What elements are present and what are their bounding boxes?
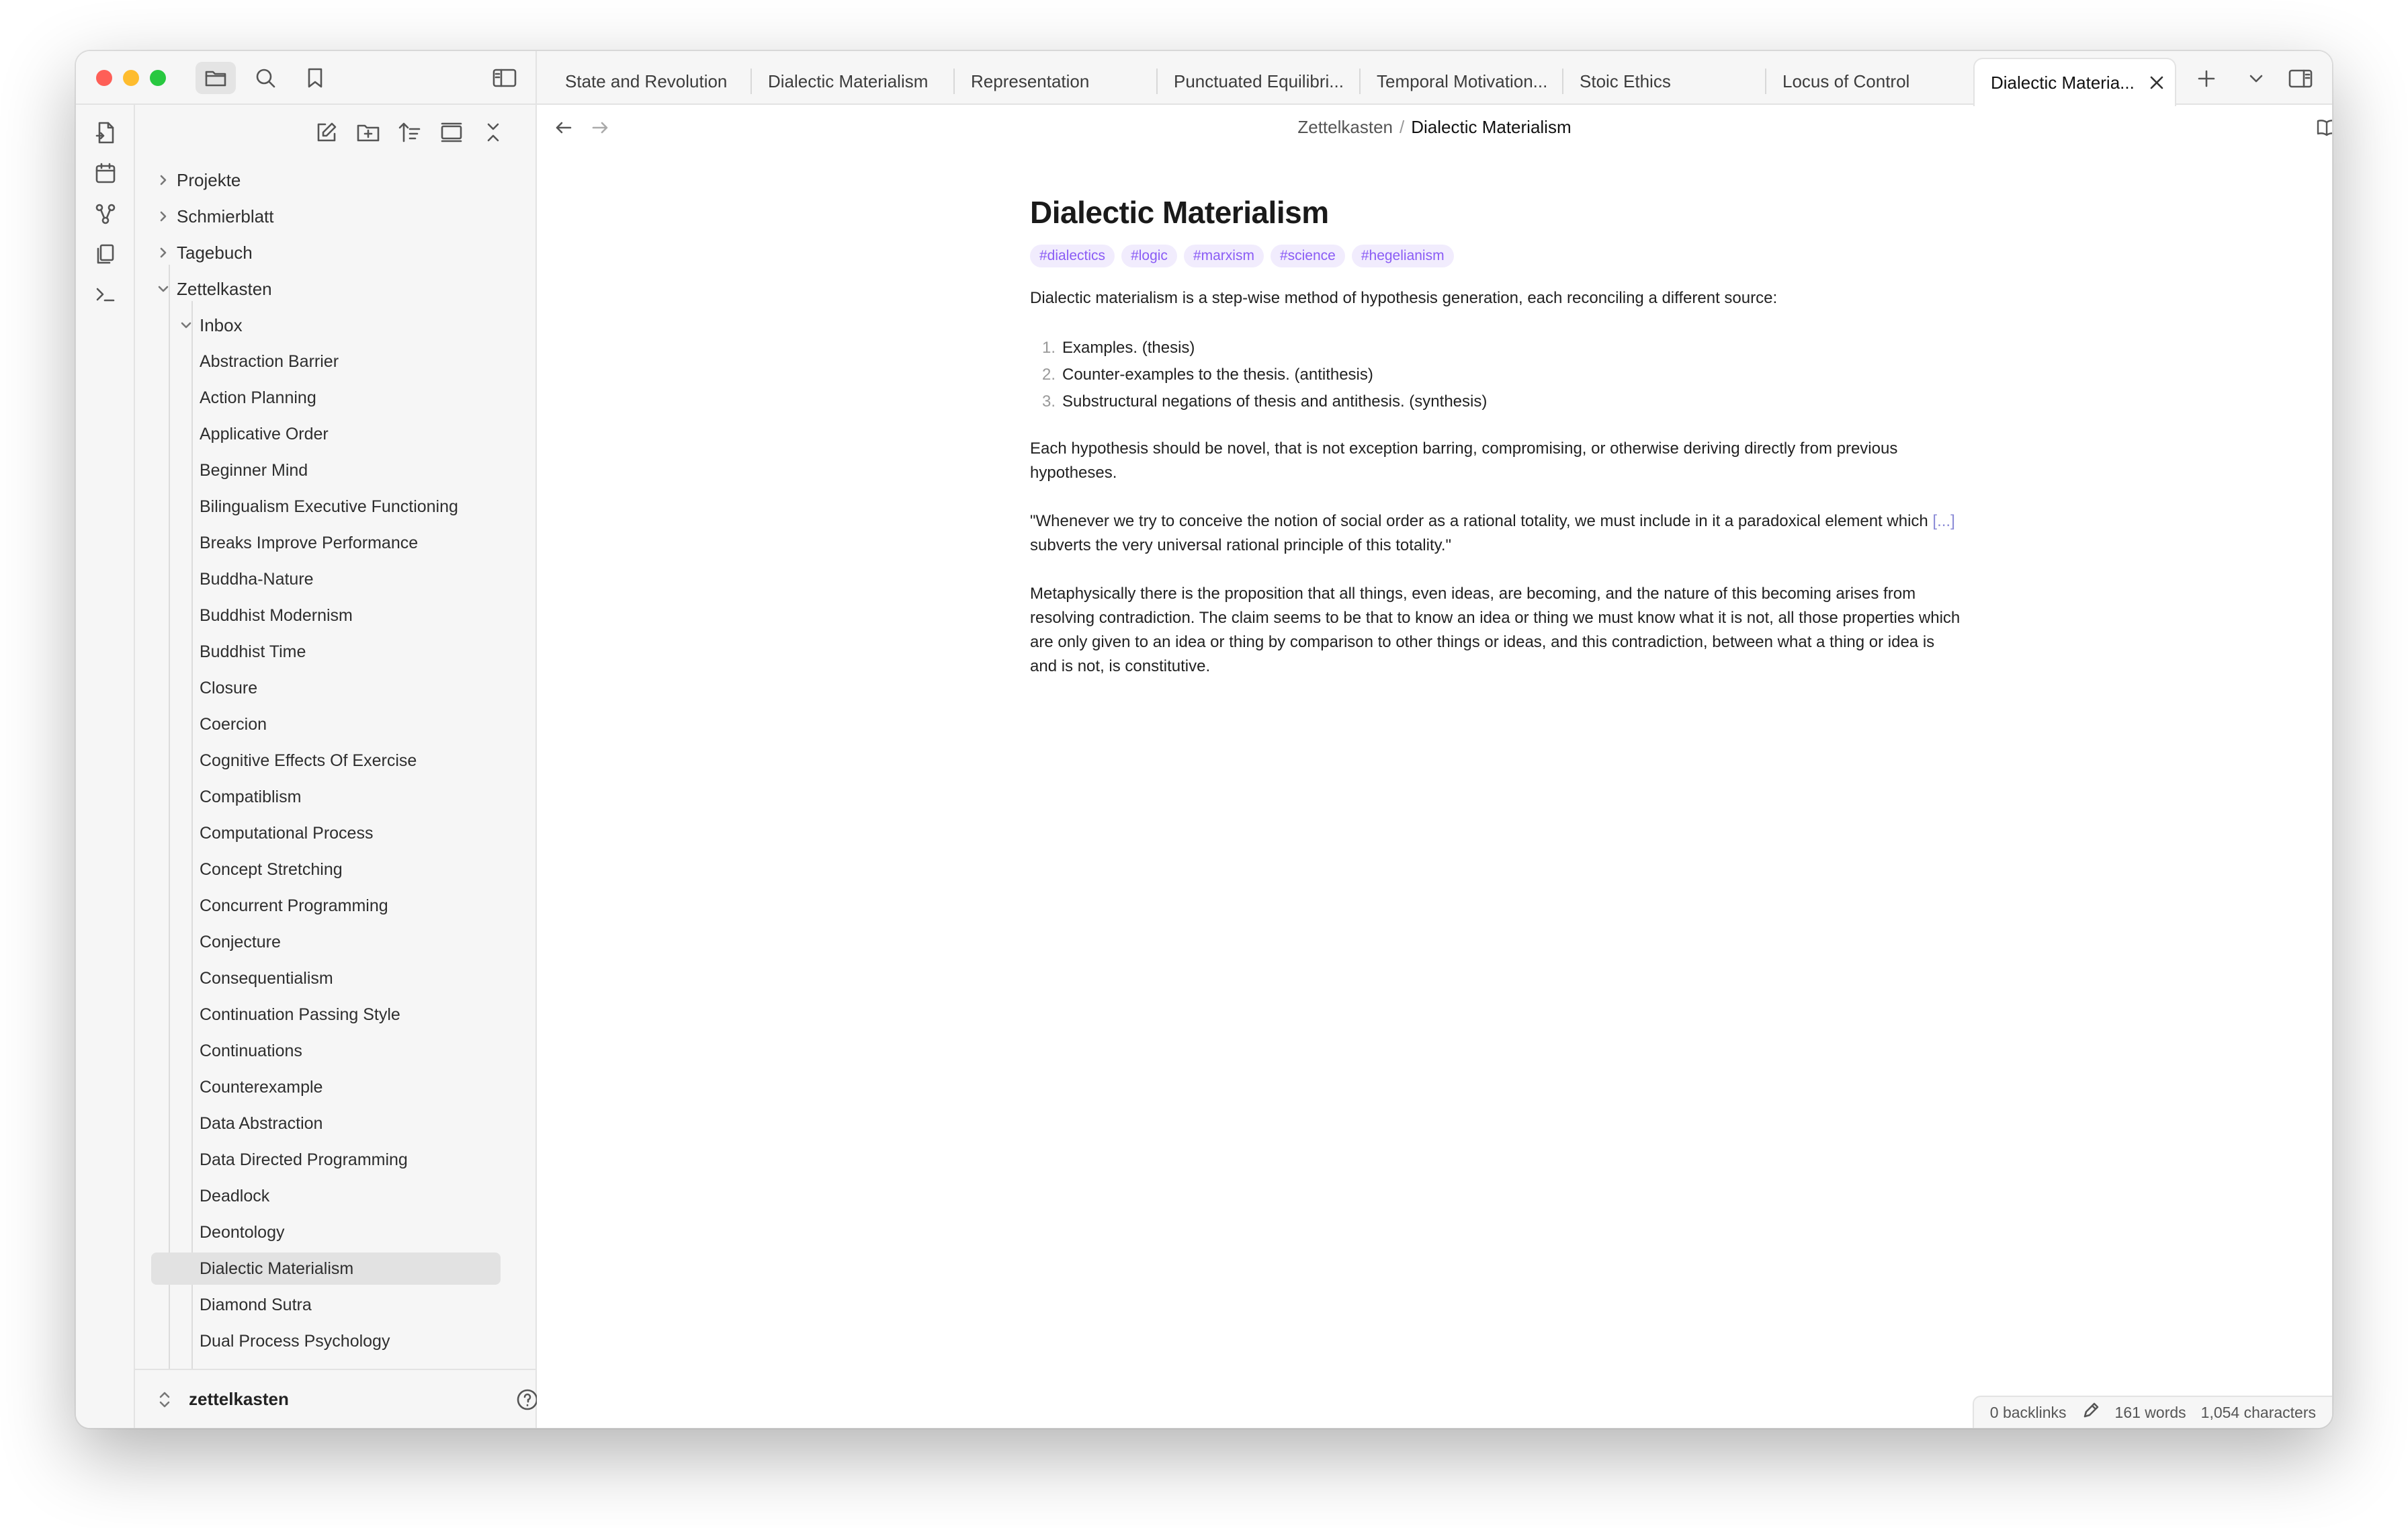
open-quick-switcher-icon — [94, 121, 117, 145]
window-minimize-button[interactable] — [123, 70, 139, 86]
tab-bar — [537, 51, 2332, 105]
quote-ellipsis-link[interactable]: [...] — [1932, 512, 1955, 530]
note-label: Data Directed Programming — [200, 1150, 408, 1169]
copy-icon — [94, 243, 117, 265]
tab-representation[interactable] — [955, 58, 1158, 105]
list-number: 3. — [1042, 392, 1056, 411]
ribbon — [76, 105, 135, 1428]
new-note-icon — [315, 121, 338, 144]
tab-punctuated-equilibrium[interactable] — [1158, 58, 1361, 105]
paragraph-quote — [1030, 509, 1964, 558]
folder-zettelkasten[interactable] — [151, 273, 501, 305]
chevron-down-icon — [2246, 69, 2266, 89]
note-data-abstraction[interactable] — [151, 1107, 501, 1140]
note-label: Counterexample — [200, 1077, 323, 1097]
note-content — [1030, 192, 1964, 679]
new-folder-icon — [356, 122, 380, 143]
tab-state-and-revolution[interactable] — [549, 58, 752, 105]
list-item — [1030, 388, 1964, 415]
breadcrumb-separator: / — [1400, 117, 1405, 137]
terminal-icon — [94, 283, 117, 306]
file-explorer-tab-button[interactable] — [196, 62, 236, 94]
toggle-left-sidebar-button[interactable] — [484, 62, 525, 94]
note-computational-process[interactable] — [151, 817, 501, 849]
edit-mode-indicator[interactable] — [2081, 1401, 2100, 1424]
search-icon — [255, 67, 276, 89]
file-tree — [135, 159, 517, 1407]
breadcrumb — [537, 117, 2332, 138]
collapse-all-button[interactable] — [478, 117, 509, 148]
tab-label: Punctuated Equilibri... — [1174, 71, 1344, 91]
left-titlebar — [76, 51, 537, 105]
folder-label: Tagebuch — [177, 242, 253, 263]
close-icon — [2149, 75, 2165, 91]
list-text: Examples. (thesis) — [1062, 339, 1195, 357]
list-number: 1. — [1042, 339, 1056, 357]
calendar-icon — [94, 162, 117, 185]
note-label: Action Planning — [200, 388, 316, 407]
note-label: Bilingualism Executive Functioning — [200, 497, 458, 516]
window-maximize-button[interactable] — [150, 70, 166, 86]
tab-label: Representation — [971, 71, 1090, 91]
note-label: Continuation Passing Style — [200, 1005, 400, 1024]
note-counterexample[interactable] — [151, 1071, 501, 1103]
note-buddhist-time[interactable] — [151, 636, 501, 668]
note-title[interactable]: Dialectic Materialism — [1030, 195, 1329, 230]
quote-text-before: "Whenever we try to conceive the notion of social order as a rational totality, we must include in it a paradoxical element which — [1030, 512, 1933, 530]
note-coercion[interactable] — [151, 708, 501, 740]
folder-label: Schmierblatt — [177, 206, 274, 226]
tag-logic[interactable]: #logic — [1121, 245, 1177, 267]
chevron-right-icon — [157, 246, 170, 259]
new-tab-button[interactable] — [2191, 63, 2222, 94]
folder-label: Inbox — [200, 314, 243, 335]
tag-marxism[interactable]: #marxism — [1184, 245, 1264, 267]
note-label: Compatiblism — [200, 787, 302, 806]
bookmark-icon — [306, 67, 325, 89]
folder-label: Zettelkasten — [177, 278, 272, 299]
note-conjecture[interactable] — [151, 926, 501, 958]
editor-area — [537, 51, 2332, 1428]
backlinks-count[interactable]: 0 backlinks — [1989, 1403, 2067, 1421]
bookmarks-tab-button[interactable] — [295, 62, 335, 94]
note-label: Dual Process Psychology — [200, 1331, 390, 1351]
note-label: Breaks Improve Performance — [200, 533, 419, 552]
ribbon-graph-view[interactable] — [91, 199, 120, 228]
tag-science[interactable]: #science — [1271, 245, 1345, 267]
file-explorer-toolbar — [135, 105, 535, 159]
character-count: 1,054 characters — [2200, 1403, 2316, 1421]
chevron-down-icon — [157, 282, 170, 296]
new-folder-button[interactable] — [353, 117, 384, 148]
view-header — [537, 106, 2332, 149]
tab-label: Temporal Motivation... — [1377, 71, 1548, 91]
note-data-directed-programming[interactable] — [151, 1144, 501, 1176]
note-compatiblism[interactable] — [151, 781, 501, 813]
collapse-folder-toggle[interactable] — [155, 281, 171, 297]
note-abstraction-barrier[interactable] — [151, 345, 501, 378]
note-label: Abstraction Barrier — [200, 351, 339, 371]
tag-hegelianism[interactable]: #hegelianism — [1352, 245, 1454, 267]
toggle-right-sidebar-button[interactable] — [2285, 63, 2316, 94]
folder-projekte[interactable] — [151, 164, 501, 196]
chevron-down-icon — [179, 319, 193, 332]
note-label: Closure — [200, 678, 258, 697]
reveal-file-icon — [439, 121, 464, 144]
note-buddha-nature[interactable] — [151, 563, 501, 595]
chevron-up-down-icon — [157, 1389, 172, 1410]
tab-locus-of-control[interactable] — [1766, 58, 1969, 105]
note-label: Conjecture — [200, 932, 281, 951]
note-breaks-improve-performance[interactable] — [151, 527, 501, 559]
note-label: Beginner Mind — [200, 460, 308, 480]
book-open-icon — [2315, 118, 2333, 138]
chevron-right-icon — [157, 210, 170, 223]
left-sidebar — [76, 51, 537, 1428]
sidebar-toggle-icon — [492, 68, 517, 88]
ribbon-quick-switcher[interactable] — [91, 118, 120, 148]
note-dual-process-psychology[interactable] — [151, 1325, 501, 1357]
sort-icon — [398, 121, 422, 144]
note-dialectic-materialism[interactable] — [151, 1253, 501, 1285]
vault-name[interactable]: zettelkasten — [189, 1389, 289, 1409]
reading-view-button[interactable] — [2312, 113, 2333, 142]
note-label: Coercion — [200, 714, 267, 734]
note-label: Cognitive Effects Of Exercise — [200, 751, 417, 770]
paragraph-metaphysics: Metaphysically there is the proposition that all things, even ideas, are becoming, and the nature of this becoming arises from resolving contradiction. The claim seems to be that to know an idea or thing we must know what it is not, all those properties which are only given to an idea or thing by comparison to other things or ideas, and this contradiction, between what a thing or idea is and is not, is constitutive. — [1030, 585, 1961, 675]
note-bilingualism-executive-functioning[interactable] — [151, 491, 501, 523]
note-label: Consequentialism — [200, 968, 333, 988]
ribbon-command-palette[interactable] — [91, 280, 120, 309]
expand-folder-toggle[interactable] — [155, 208, 171, 224]
folder-label: Projekte — [177, 169, 241, 190]
note-concurrent-programming[interactable] — [151, 890, 501, 922]
new-note-button[interactable] — [311, 117, 342, 148]
note-consequentialism[interactable] — [151, 962, 501, 994]
quote-text-after: subverts the very universal rational principle of this totality." — [1030, 536, 1452, 554]
note-label: Buddhist Time — [200, 642, 306, 661]
folder-icon — [204, 68, 227, 88]
vault-switcher-button[interactable] — [150, 1385, 179, 1414]
pencil-icon — [2081, 1401, 2100, 1420]
note-continuation-passing-style[interactable] — [151, 999, 501, 1031]
status-bar — [1973, 1396, 2332, 1428]
collapse-all-icon — [482, 121, 505, 144]
folder-tagebuch[interactable] — [151, 237, 501, 269]
tag-dialectics[interactable]: #dialectics — [1030, 245, 1115, 267]
tab-stoic-ethics[interactable] — [1563, 58, 1766, 105]
note-deadlock[interactable] — [151, 1180, 501, 1212]
note-label: Deadlock — [200, 1186, 270, 1205]
note-cognitive-effects-of-exercise[interactable] — [151, 745, 501, 777]
app-window — [75, 50, 2333, 1429]
note-label: Computational Process — [200, 823, 374, 843]
ribbon-daily-note[interactable] — [91, 159, 120, 188]
tab-label: State and Revolution — [565, 71, 728, 91]
note-diamond-sutra[interactable] — [151, 1289, 501, 1321]
note-concept-stretching[interactable] — [151, 853, 501, 886]
folder-schmierblatt[interactable] — [151, 200, 501, 232]
word-count: 161 words — [2114, 1403, 2186, 1421]
ordered-list — [1030, 335, 1964, 415]
auto-reveal-button[interactable] — [436, 117, 467, 148]
note-label: Buddha-Nature — [200, 569, 314, 589]
note-label: Concurrent Programming — [200, 896, 388, 915]
search-tab-button[interactable] — [245, 62, 286, 94]
right-sidebar-toggle-icon — [2288, 69, 2313, 89]
breadcrumb-parent[interactable]: Zettelkasten — [1297, 117, 1393, 137]
paragraph-novelty: Each hypothesis should be novel, that is not exception barring, compromising, or otherwise deriving directly from previous hypotheses. — [1030, 439, 1898, 482]
tag-list — [1030, 245, 1964, 267]
close-tab-button[interactable] — [2148, 74, 2165, 91]
note-label: Continuations — [200, 1041, 302, 1060]
note-label: Diamond Sutra — [200, 1295, 312, 1314]
note-beginner-mind[interactable] — [151, 454, 501, 486]
file-explorer — [135, 105, 535, 1428]
list-item — [1030, 335, 1964, 362]
tab-label: Locus of Control — [1782, 71, 1910, 91]
window-close-button[interactable] — [96, 70, 112, 86]
tab-dialectic-materialism-active[interactable] — [1973, 58, 2176, 106]
note-label: Buddhist Modernism — [200, 605, 353, 625]
note-label: Deontology — [200, 1222, 285, 1242]
note-label: Data Abstraction — [200, 1113, 323, 1133]
expand-folder-toggle[interactable] — [155, 172, 171, 188]
note-applicative-order[interactable] — [151, 418, 501, 450]
breadcrumb-current[interactable]: Dialectic Materialism — [1411, 117, 1572, 137]
note-label: Dialectic Materialism — [200, 1259, 354, 1278]
paragraph-intro: Dialectic materialism is a step-wise method of hypothesis generation, each reconciling a different source: — [1030, 289, 1778, 307]
note-label: Applicative Order — [200, 424, 329, 443]
folder-inbox[interactable] — [151, 309, 501, 341]
list-text: Counter-examples to the thesis. (antithesis) — [1062, 366, 1373, 384]
note-buddhist-modernism[interactable] — [151, 599, 501, 632]
tab-temporal-motivation[interactable] — [1361, 58, 1563, 105]
tab-label: Dialectic Materialism — [768, 71, 929, 91]
note-deontology[interactable] — [151, 1216, 501, 1248]
tab-label: Dialectic Materia... — [1991, 72, 2135, 93]
tab-dialectic-materialism[interactable] — [752, 58, 955, 105]
graph-view-icon — [94, 202, 117, 225]
note-label: Concept Stretching — [200, 859, 343, 879]
vault-switcher-bar — [135, 1369, 535, 1428]
chevron-right-icon — [157, 173, 170, 187]
sort-button[interactable] — [394, 117, 425, 148]
note-action-planning[interactable] — [151, 382, 501, 414]
tab-list-button[interactable] — [2241, 63, 2272, 94]
note-continuations[interactable] — [151, 1035, 501, 1067]
collapse-folder-toggle[interactable] — [178, 317, 194, 333]
ribbon-templates[interactable] — [91, 239, 120, 269]
note-closure[interactable] — [151, 672, 501, 704]
list-item — [1030, 362, 1964, 388]
expand-folder-toggle[interactable] — [155, 245, 171, 261]
list-text: Substructural negations of thesis and antithesis. (synthesis) — [1062, 392, 1488, 411]
tab-label: Stoic Ethics — [1580, 71, 1671, 91]
list-number: 2. — [1042, 366, 1056, 384]
plus-icon — [2196, 69, 2217, 89]
help-icon — [515, 1388, 540, 1412]
